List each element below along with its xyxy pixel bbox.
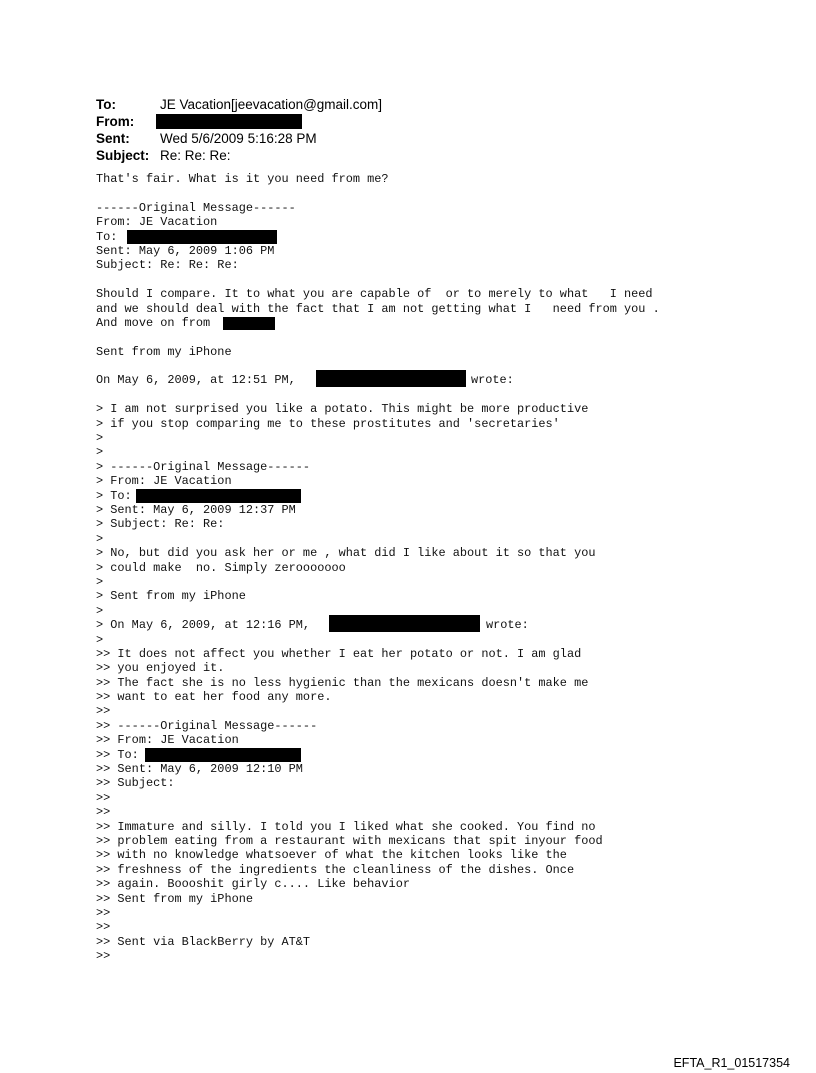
body-line: ------Original Message------	[96, 200, 296, 215]
body-line: > From: JE Vacation	[96, 474, 232, 489]
to-text: To:	[96, 229, 118, 244]
body-line: >	[96, 603, 104, 618]
on-date-text: On May 6, 2009, at 12:51 PM,	[96, 373, 296, 388]
body-line: Should I compare. It to what you are capable of or to merely to what I need	[96, 287, 653, 302]
body-line: >> want to eat her food any more.	[96, 690, 332, 705]
body-line: >> The fact she is no less hygienic than the mexicans doesn't make me	[96, 675, 589, 690]
body-line: >	[96, 431, 104, 446]
body-line: > could make no. Simply zerooooooo	[96, 560, 346, 575]
body-line: >> From: JE Vacation	[96, 733, 239, 748]
redaction-box	[329, 615, 480, 632]
body-line: >> Sent via BlackBerry by AT&T	[96, 934, 311, 949]
sent-value: Wed 5/6/2009 5:16:28 PM	[160, 131, 317, 146]
to-value: JE Vacation[jeevacation@gmail.com]	[160, 97, 383, 112]
body-line: > if you stop comparing me to these prostitutes and 'secretaries'	[96, 416, 560, 431]
body-line: From: JE Vacation	[96, 215, 218, 230]
redaction-box	[316, 370, 466, 387]
body-line: >> Immature and silly. I told you I liked what she cooked. You find no	[96, 819, 596, 834]
quoted-on-date-text: > On May 6, 2009, at 12:16 PM,	[96, 618, 311, 633]
body-line: > No, but did you ask her or me , what did I like about it so that you	[96, 546, 596, 561]
body-line: >>	[96, 805, 111, 820]
body-line	[96, 748, 736, 762]
body-line: > Sent: May 6, 2009 12:37 PM	[96, 502, 296, 517]
body-line: >>	[96, 949, 111, 964]
body-line	[96, 489, 736, 503]
subject-label: Subject:	[96, 148, 150, 163]
from-label: From:	[96, 114, 135, 129]
body-line: >> freshness of the ingredients the cleanliness of the dishes. Once	[96, 862, 575, 877]
move-on-text: And move on from	[96, 315, 211, 330]
body-line: > Sent from my iPhone	[96, 589, 246, 604]
body-line	[96, 618, 736, 632]
redaction-box	[136, 489, 301, 503]
blank-line	[96, 388, 736, 402]
body-line: >	[96, 531, 104, 546]
body-line: >> with no knowledge whatsoever of what the kitchen looks like the	[96, 848, 567, 863]
body-line: >> Subject:	[96, 776, 175, 791]
body-line: >> you enjoyed it.	[96, 661, 225, 676]
redaction-box	[223, 317, 275, 330]
redaction-box	[127, 230, 277, 244]
wrote-text: wrote:	[471, 373, 514, 388]
body-line: >> It does not affect you whether I eat her potato or not. I am glad	[96, 646, 582, 661]
redaction-box	[145, 748, 301, 762]
body-line: >> Sent: May 6, 2009 12:10 PM	[96, 762, 303, 777]
quoted-to-text: >> To:	[96, 747, 139, 762]
body-line: >	[96, 632, 104, 647]
body-line: That's fair. What is it you need from me?	[96, 172, 389, 186]
body-line: >>	[96, 704, 111, 719]
body-line: >	[96, 574, 104, 589]
quoted-wrote-text: wrote:	[486, 618, 529, 633]
body-line: >>	[96, 790, 111, 805]
body-line: >> Sent from my iPhone	[96, 891, 253, 906]
body-line: Sent from my iPhone	[96, 344, 232, 359]
body-line: > I am not surprised you like a potato. This might be more productive	[96, 402, 589, 417]
body-line: and we should deal with the fact that I am not getting what I need from you .	[96, 301, 660, 316]
body-line: > Subject: Re: Re:	[96, 517, 225, 532]
body-line	[96, 373, 736, 387]
quoted-to-text: > To:	[96, 488, 132, 503]
body-line: >>	[96, 920, 111, 935]
body-line: >> again. Boooshit girly c.... Like behavior	[96, 877, 410, 892]
email-body	[96, 172, 736, 963]
blank-line	[96, 186, 736, 200]
body-line: >	[96, 445, 104, 460]
body-line	[96, 316, 736, 330]
document-id: EFTA_R1_01517354	[673, 1056, 790, 1070]
sent-label: Sent:	[96, 131, 130, 146]
body-line: >> problem eating from a restaurant with mexicans that spit inyour food	[96, 833, 603, 848]
redaction-box	[156, 114, 302, 129]
blank-line	[96, 330, 736, 344]
body-line	[96, 230, 736, 244]
body-line: Subject: Re: Re: Re:	[96, 258, 239, 273]
body-line: > ------Original Message------	[96, 459, 311, 474]
to-label: To:	[96, 97, 116, 112]
body-line: >>	[96, 905, 111, 920]
subject-value: Re: Re: Re:	[160, 148, 231, 163]
body-line: Sent: May 6, 2009 1:06 PM	[96, 243, 275, 258]
blank-line	[96, 273, 736, 287]
body-line: >> ------Original Message------	[96, 718, 318, 733]
